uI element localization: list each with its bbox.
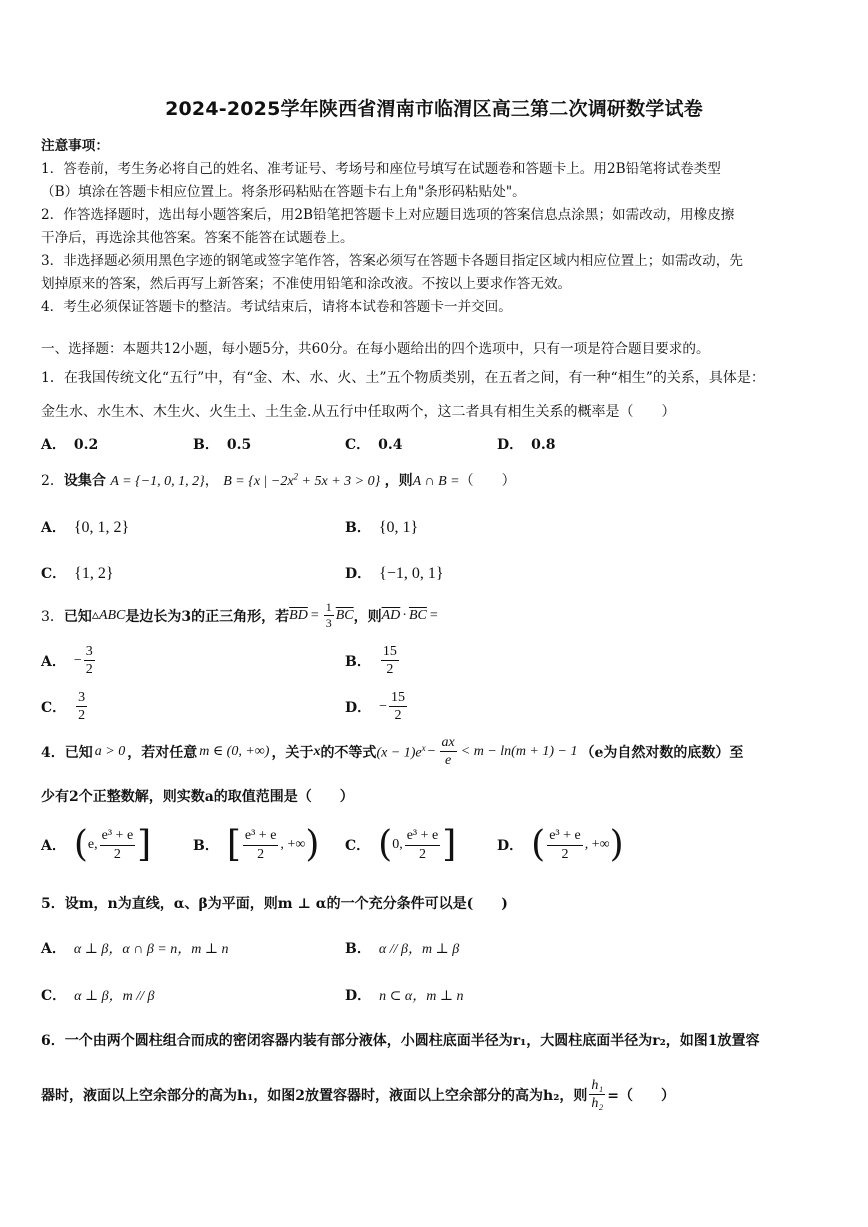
question-4-option-c: C． ( 0, $\frac{\text{e³ + e}}{2}$ ]	[345, 824, 457, 865]
question-1-option-d: D． 0.8	[497, 437, 556, 453]
page-title: 2024-2025学年陕西省渭南市临渭区高三第二次调研数学试卷	[165, 98, 703, 120]
set-b-expression: B = {x | $-2x^2 + 5x + 3 > 0$}	[223, 471, 381, 489]
notice-line: 4．考生必须保证答题卡的整洁。考试结束后，请将本试卷和答题卡一并交回。	[41, 299, 512, 315]
question-5-option-b: B． α // β，m ⊥ β	[345, 941, 460, 957]
notice-heading: 注意事项：	[41, 138, 109, 154]
vector-bd: $\overline{BD}$	[289, 607, 308, 623]
notice-line: 1．答卷前，考生务必将自己的姓名、准考证号、考场号和座位号填写在试题卷和答题卡上。用2B铅笔将试卷类型	[41, 161, 721, 177]
question-1-option-a: A． 0.2	[41, 437, 99, 453]
question-3-option-c: C． $\frac{3}{2}$	[41, 690, 86, 724]
question-2-option-a: A． {0, 1, 2}	[41, 519, 130, 536]
question-1-option-b: B． 0.5	[193, 437, 252, 453]
section-heading: 一、选择题：本题共12小题，每小题5分，共60分。在每小题给出的四个选项中，只有一项是符合题目要求的。	[41, 341, 710, 357]
vector-ad: $\overline{AD}$	[381, 607, 401, 623]
question-4-text-cont: 少有2个正整数解，则实数a的取值范围是（ ）	[41, 789, 354, 805]
question-2-option-c: C． {1, 2}	[41, 565, 114, 582]
notice-line: 2．作答选择题时，选出每小题答案后，用2B铅笔把答题卡上对应题目选项的答案信息点涂黑；如需改动，用橡皮擦	[41, 207, 735, 223]
question-6-text: 6．一个由两个圆柱组合而成的密闭容器内装有部分液体，小圆柱底面半径为r₁，大圆柱底面半径为r₂，如图1放置容	[41, 1033, 760, 1049]
question-5-option-c: C． α ⊥ β，m // β	[41, 988, 155, 1004]
notice-line: 划掉原来的答案，然后再写上新答案；不准使用铅笔和涂改液。不按以上要求作答无效。	[41, 276, 572, 292]
question-3-option-a: A． − $\frac{3}{2}$	[41, 644, 93, 678]
triangle-expression: ▵ABC	[91, 608, 126, 624]
set-a-expression: A = {−1, 0, 1, 2}	[110, 474, 205, 489]
question-2-option-b: B． {0, 1}	[345, 519, 419, 536]
question-4-text: 4．已知 a > 0 ，若对任意 m ∈ (0, +∞) ，关于 x 的不等式 $(x - 1)e^x$ − $\frac{ax}{e}$ < m − ln(m + 1) − 1 （e为自然对数的底数）至	[41, 735, 744, 769]
question-4-option-a: A． ( e, $\frac{\text{e³ + e}}{2}$ ]	[41, 824, 152, 865]
question-1-text: 1．在我国传统文化“五行”中，有“金、木、水、火、土”五个物质类别，在五者之间，有一种“相生”的关系，具体是：	[41, 370, 765, 386]
question-1-option-c: C． 0.4	[345, 437, 403, 453]
question-4-option-b: B． [ $\frac{\text{e³ + e}}{2}$ , +∞ )	[193, 824, 320, 865]
notice-line: （B）填涂在答题卡相应位置上。将条形码粘贴在答题卡右上角"条形码粘贴处"。	[41, 184, 526, 200]
notice-line: 干净后，再选涂其他答案。答案不能答在试题卷上。	[41, 230, 354, 246]
question-1-text-cont: 金生水、水生木、木生火、火生土、土生金.从五行中任取两个，这二者具有相生关系的概率是（ ）	[41, 404, 676, 420]
question-3-option-b: B． $\frac{15}{2}$	[345, 644, 397, 678]
question-6-text-cont: 器时，液面以上空余部分的高为h₁，如图2放置容器时，液面以上空余部分的高为h₂，则 $\frac{\text{h₁}}{\text{h₂}}$ =（ ）	[41, 1078, 675, 1112]
question-4-option-d: D． ( $\frac{\text{e³ + e}}{2}$ , +∞ )	[497, 824, 624, 865]
vector-bc: $\overline{BC}$	[335, 607, 354, 623]
question-2-option-d: D． {−1, 0, 1}	[345, 565, 444, 582]
question-3-text: 3． 已知 ▵ABC 是边长为3的正三角形，若 $\overline{BD}$ = $\frac{1}{3}$ $\overline{BC}$ ，则 $\overline{AD}$ · $\overline{BC}$ =	[41, 600, 438, 631]
question-5-option-d: D． n ⊂ α，m ⊥ n	[345, 988, 464, 1004]
question-2-text: 2．设集合 A = {−1, 0, 1, 2}， B = {x | $-2x^2 + 5x + 3 > 0$} ，则A ∩ B =（ ）	[41, 471, 516, 489]
notice-line: 3．非选择题必须用黑色字迹的钢笔或签字笔作答，答案必须写在答题卡各题目指定区域内相应位置上；如需改动，先	[41, 253, 743, 269]
vector-bc-2: $\overline{BC}$	[408, 607, 427, 623]
fraction-one-third: $\frac{1}{3}$	[325, 600, 332, 631]
question-5-option-a: A． α ⊥ β，α ∩ β = n，m ⊥ n	[41, 941, 229, 957]
question-5-text: 5．设m，n为直线，α、β为平面，则m ⊥ α的一个充分条件可以是( )	[41, 896, 508, 912]
question-3-option-d: D． − $\frac{15}{2}$	[345, 690, 406, 724]
